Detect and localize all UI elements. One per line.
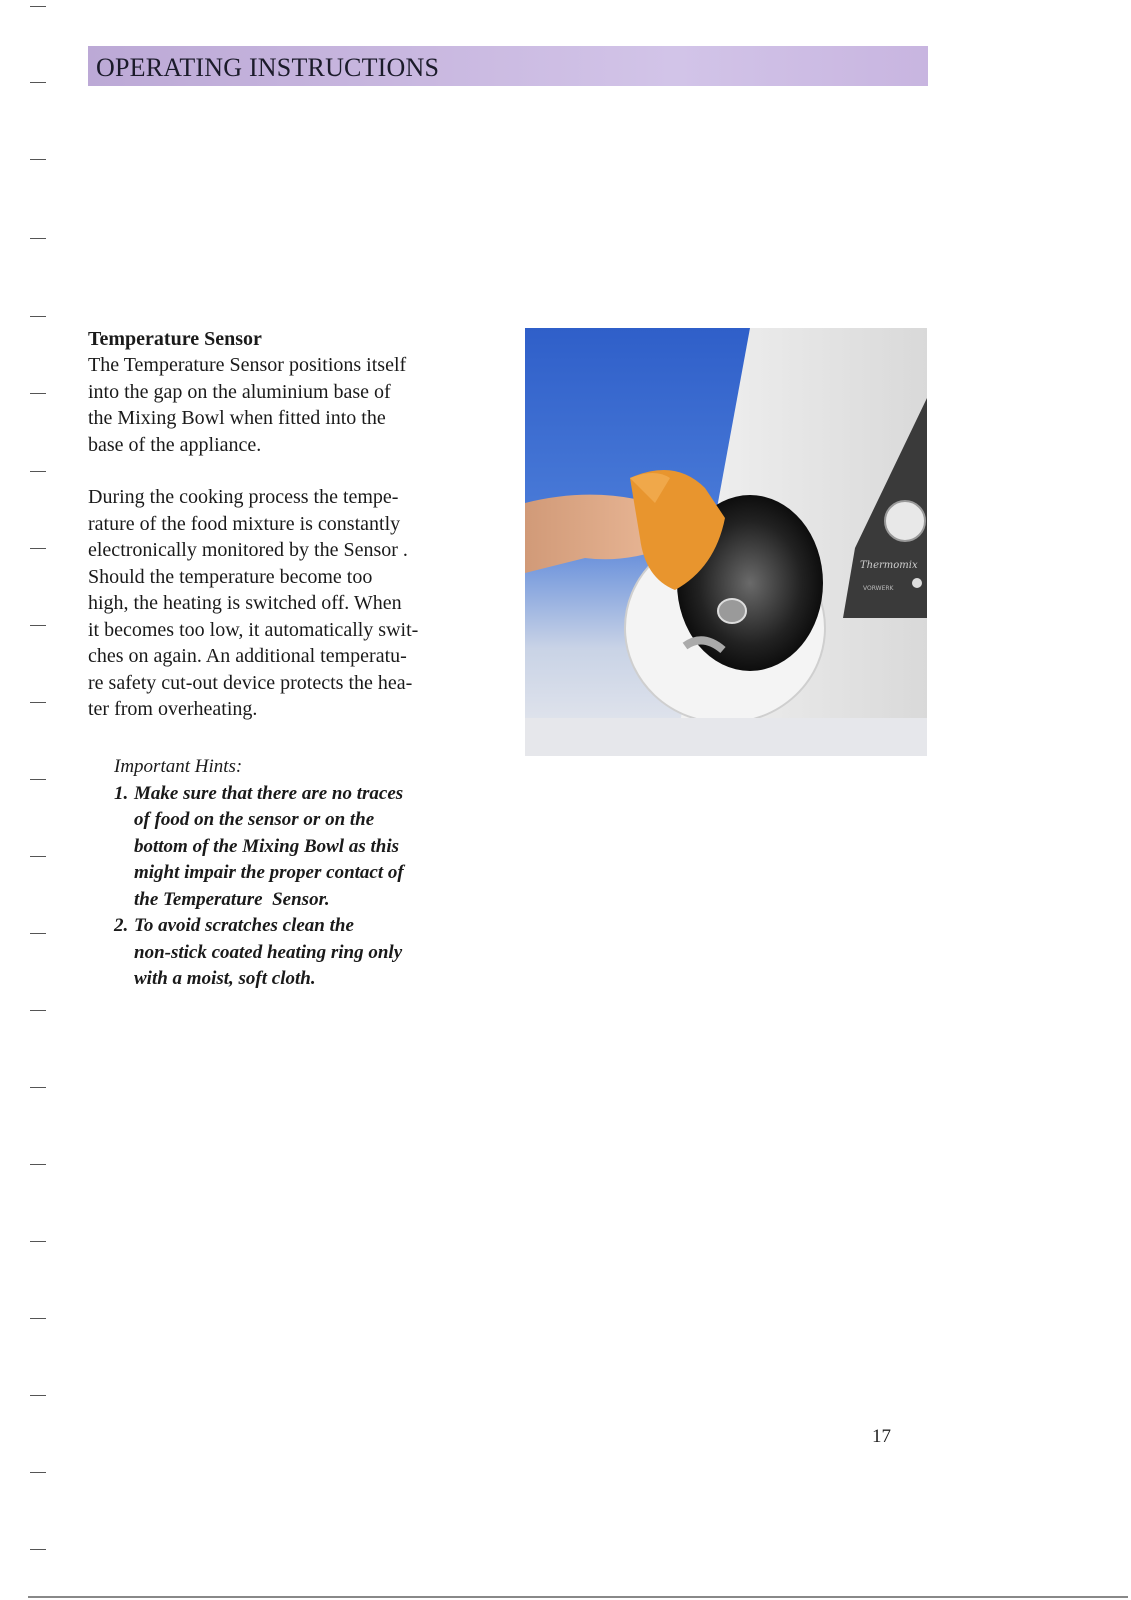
text-line: re safety cut-out device protects the hea- <box>88 671 413 694</box>
hint-line: bottom of the Mixing Bowl as this <box>134 835 399 857</box>
bottom-rule <box>28 1596 1128 1598</box>
hint-line: To avoid scratches clean the <box>134 915 354 936</box>
text-line: ter from overheating. <box>88 698 258 720</box>
hint-line: with a moist, soft cloth. <box>134 968 316 989</box>
binder-mark <box>30 1010 46 1011</box>
hint-number: 2. <box>114 915 129 936</box>
binder-mark <box>30 856 46 857</box>
hints-title: Important Hints: <box>114 756 243 777</box>
section-heading: Temperature Sensor <box>88 328 262 350</box>
binder-mark <box>30 82 46 83</box>
text-line: into the gap on the aluminium base of <box>88 380 391 403</box>
binder-mark <box>30 1087 46 1088</box>
binder-mark <box>30 159 46 160</box>
main-text-column <box>88 326 508 723</box>
binder-mark <box>30 625 46 626</box>
binder-mark <box>30 1318 46 1319</box>
text-line: The Temperature Sensor positions itself <box>88 354 407 376</box>
binder-mark <box>30 1472 46 1473</box>
hint-line: non-stick coated heating ring only <box>134 941 403 963</box>
text-line: base of the appliance. <box>88 433 262 456</box>
appliance-photo <box>525 328 927 756</box>
page-number: 17 <box>872 1426 891 1447</box>
binder-mark <box>30 1164 46 1165</box>
binder-mark <box>30 702 46 703</box>
paragraph-2 <box>88 484 508 723</box>
indicator-light <box>912 578 922 588</box>
text-line: ches on again. An additional temperatu- <box>88 645 407 667</box>
binder-mark <box>30 548 46 549</box>
hint-text <box>134 913 494 993</box>
brand-sublabel: VORWERK <box>863 585 894 592</box>
important-hints <box>114 754 494 993</box>
hint-line: the Temperature Sensor. <box>134 888 330 910</box>
hint-line: might impair the proper contact of <box>134 862 404 883</box>
binder-mark <box>30 393 46 394</box>
section-header-band <box>88 46 928 86</box>
binder-mark <box>30 779 46 780</box>
text-line: high, the heating is switched off. When <box>88 592 402 614</box>
heating-element <box>718 599 746 623</box>
binder-mark <box>30 933 46 934</box>
hint-item <box>114 913 494 993</box>
binder-mark <box>30 6 46 7</box>
hint-number: 1. <box>114 782 129 804</box>
binder-mark <box>30 1549 46 1550</box>
hint-line: of food on the sensor or on the <box>134 809 375 830</box>
binder-mark <box>30 1395 46 1396</box>
text-line: rature of the food mixture is constantly <box>88 512 401 535</box>
binder-mark <box>30 471 46 472</box>
dial-knob <box>885 501 925 541</box>
section-header-title: OPERATING INSTRUCTIONS <box>96 53 440 82</box>
binder-mark <box>30 238 46 239</box>
hint-item <box>114 781 494 914</box>
appliance-illustration <box>525 328 927 756</box>
text-line: electronically monitored by the Sensor . <box>88 539 408 561</box>
hint-text <box>134 781 494 914</box>
paragraph-1 <box>88 352 508 458</box>
binder-marks <box>30 0 50 1600</box>
text-line: the Mixing Bowl when fitted into the <box>88 407 386 429</box>
binder-mark <box>30 1241 46 1242</box>
text-line: it becomes too low, it automatically swit- <box>88 618 419 641</box>
binder-mark <box>30 316 46 317</box>
table-surface <box>525 718 927 756</box>
text-line: Should the temperature become too <box>88 565 373 588</box>
text-line: During the cooking process the tempe- <box>88 486 399 508</box>
brand-label: Thermomix <box>860 560 918 571</box>
hint-line: Make sure that there are no traces <box>134 782 404 804</box>
